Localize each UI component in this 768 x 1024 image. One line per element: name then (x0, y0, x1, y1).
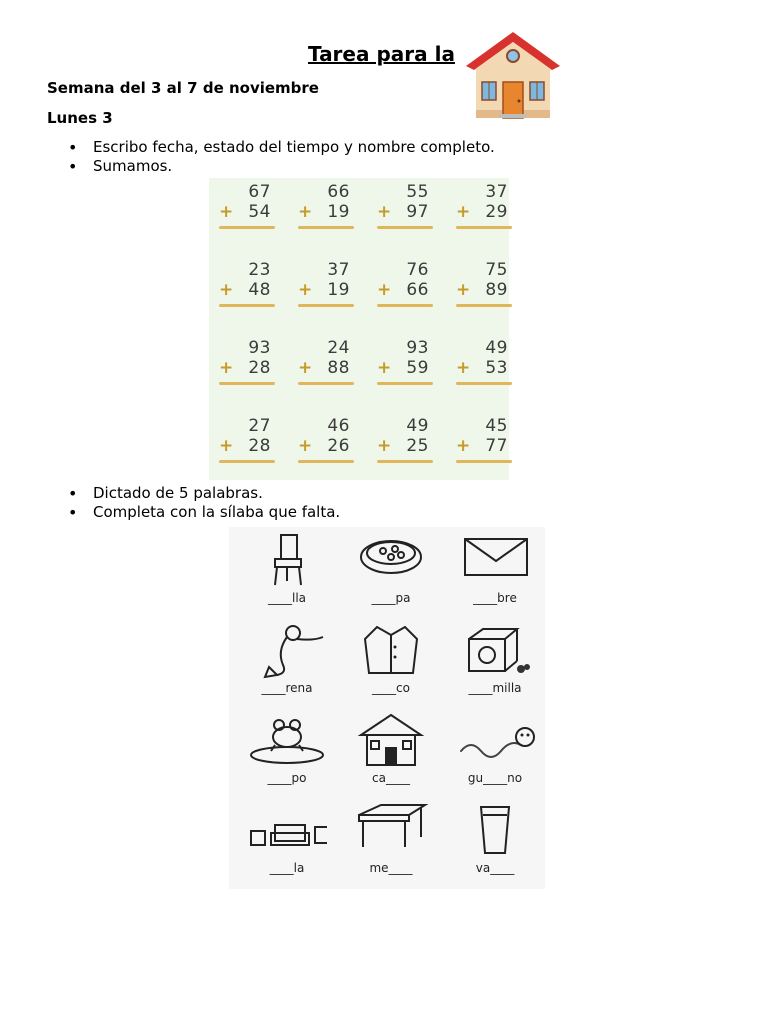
syllable-item (445, 711, 545, 801)
chair-icon (247, 531, 327, 589)
frog-icon (247, 711, 327, 769)
addition-problem (454, 260, 514, 306)
task-list-bottom (66, 484, 340, 522)
addition-problem (375, 416, 435, 462)
addend-top: 49 (406, 416, 429, 436)
addend-bottom: 97 (406, 202, 429, 222)
addend-bottom: 53 (485, 358, 508, 378)
addend-top: 93 (406, 338, 429, 358)
sum-line (456, 226, 512, 229)
addend-top: 45 (485, 416, 508, 436)
addition-problem (375, 260, 435, 306)
addition-problem (217, 260, 277, 306)
task-item: • Completa con la sílaba que falta. (66, 503, 340, 522)
sum-line (219, 304, 275, 307)
syllable-item (341, 801, 441, 891)
addend-top: 23 (248, 260, 271, 280)
sofa-icon (247, 801, 327, 859)
envelope-icon (455, 531, 535, 589)
addend-bottom: 19 (327, 280, 350, 300)
syllable-item (237, 711, 337, 801)
syllable-word: ____la (269, 861, 305, 875)
addend-bottom: 25 (406, 436, 429, 456)
syllable-item (341, 531, 441, 621)
addend-top: 55 (406, 182, 429, 202)
plus-sign: + (456, 436, 471, 456)
plus-sign: + (219, 202, 234, 222)
syllable-word: ____milla (468, 681, 522, 695)
addend-top: 37 (327, 260, 350, 280)
sum-line (219, 382, 275, 385)
syllable-word: ____po (267, 771, 307, 785)
plus-sign: + (219, 280, 234, 300)
addend-bottom: 26 (327, 436, 350, 456)
addend-top: 66 (327, 182, 350, 202)
addend-bottom: 89 (485, 280, 508, 300)
syllable-item (445, 801, 545, 891)
sum-line (377, 226, 433, 229)
syllable-item (341, 711, 441, 801)
addend-bottom: 54 (248, 202, 271, 222)
syllable-word: ____rena (261, 681, 313, 695)
addend-top: 76 (406, 260, 429, 280)
addend-bottom: 88 (327, 358, 350, 378)
task-item: • Sumamos. (66, 157, 495, 176)
sum-line (377, 382, 433, 385)
plus-sign: + (298, 202, 313, 222)
sum-line (298, 382, 354, 385)
worm-icon (455, 711, 535, 769)
addition-problem (454, 416, 514, 462)
sum-line (456, 304, 512, 307)
plus-sign: + (298, 280, 313, 300)
addend-top: 24 (327, 338, 350, 358)
addend-bottom: 66 (406, 280, 429, 300)
addition-problem (296, 260, 356, 306)
syllable-item (237, 801, 337, 891)
sum-line (219, 226, 275, 229)
addend-top: 75 (485, 260, 508, 280)
glass-icon (455, 801, 535, 859)
plus-sign: + (219, 358, 234, 378)
plus-sign: + (298, 436, 313, 456)
addition-problem (375, 338, 435, 384)
plus-sign: + (377, 280, 392, 300)
plus-sign: + (456, 202, 471, 222)
sum-line (298, 304, 354, 307)
syllable-item (237, 531, 337, 621)
task-list-top (66, 138, 495, 176)
syllable-item (445, 621, 545, 711)
plus-sign: + (377, 202, 392, 222)
plus-sign: + (456, 358, 471, 378)
syllable-word: va____ (475, 861, 515, 875)
house-icon (351, 711, 431, 769)
addend-bottom: 28 (248, 436, 271, 456)
addend-bottom: 28 (248, 358, 271, 378)
addend-bottom: 19 (327, 202, 350, 222)
addition-problem (217, 416, 277, 462)
plus-sign: + (219, 436, 234, 456)
week-heading: Semana del 3 al 7 de noviembre (47, 79, 319, 97)
addend-top: 27 (248, 416, 271, 436)
addend-top: 37 (485, 182, 508, 202)
page-title: Tarea para la (308, 42, 455, 66)
addition-problem (296, 416, 356, 462)
box-icon (455, 621, 535, 679)
addition-problem (454, 338, 514, 384)
addition-problem (296, 338, 356, 384)
syllable-item (445, 531, 545, 621)
addend-top: 46 (327, 416, 350, 436)
addition-problem (454, 182, 514, 228)
house-emoji-icon (462, 26, 564, 122)
sum-line (298, 460, 354, 463)
addend-top: 93 (248, 338, 271, 358)
task-item: • Escribo fecha, estado del tiempo y nombre completo. (66, 138, 495, 157)
addend-bottom: 59 (406, 358, 429, 378)
jacket-icon (351, 621, 431, 679)
addition-problem (217, 338, 277, 384)
syllable-word: me____ (369, 861, 413, 875)
addend-top: 49 (485, 338, 508, 358)
sum-line (456, 382, 512, 385)
addend-bottom: 77 (485, 436, 508, 456)
sum-line (219, 460, 275, 463)
plus-sign: + (298, 358, 313, 378)
syllable-word: gu____no (467, 771, 523, 785)
task-item: • Dictado de 5 palabras. (66, 484, 340, 503)
addend-bottom: 29 (485, 202, 508, 222)
mermaid-icon (247, 621, 327, 679)
syllable-word: ____bre (473, 591, 517, 605)
addition-problem (217, 182, 277, 228)
plus-sign: + (377, 436, 392, 456)
plus-sign: + (456, 280, 471, 300)
syllable-word: ____co (372, 681, 410, 695)
table-icon (351, 801, 431, 859)
addend-bottom: 48 (248, 280, 271, 300)
syllable-word: ____lla (267, 591, 307, 605)
syllable-item (237, 621, 337, 711)
syllable-word: ____pa (371, 591, 411, 605)
day-heading: Lunes 3 (47, 109, 113, 127)
syllable-word: ca____ (372, 771, 410, 785)
addend-top: 67 (248, 182, 271, 202)
sum-line (377, 460, 433, 463)
addition-problem (375, 182, 435, 228)
plus-sign: + (377, 358, 392, 378)
addition-problem (296, 182, 356, 228)
syllable-item (341, 621, 441, 711)
syllable-worksheet (229, 527, 545, 889)
sum-line (377, 304, 433, 307)
sum-line (456, 460, 512, 463)
sums-panel (209, 178, 509, 480)
pizza-icon (351, 531, 431, 589)
sum-line (298, 226, 354, 229)
